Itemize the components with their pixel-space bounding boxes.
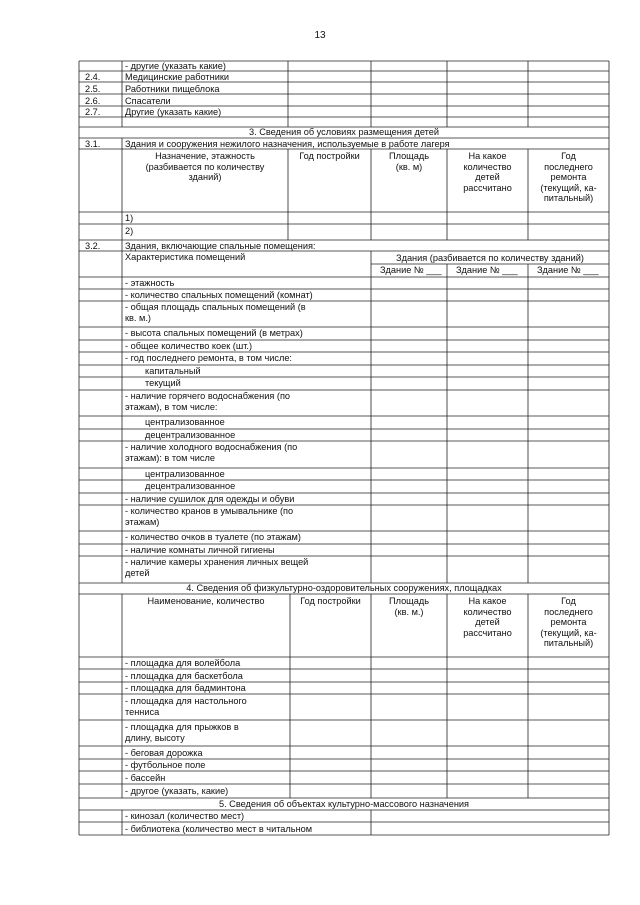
header-purpose: Назначение, этажность (разбивается по количеству зданий)	[145, 151, 265, 182]
item-label: - количество кранов в умывальнике (по этажам)	[125, 506, 294, 527]
item-label: - площадка для настольного тенниса	[125, 696, 247, 717]
item-label: - общая площадь спальных помещений (в кв. м.)	[125, 302, 306, 323]
item-label: - этажность	[125, 278, 175, 288]
item-label: - беговая дорожка	[125, 748, 203, 758]
header-year: Год постройки	[300, 596, 361, 606]
section-title: 4. Сведения об физкультурно-оздоровительных сооружениях, площадках	[186, 583, 502, 593]
header-area: Площадь (кв. м.)	[389, 596, 429, 617]
header-capacity: На какое количество детей рассчитано	[463, 596, 512, 638]
item-label: - количество спальных помещений (комнат)	[125, 290, 313, 300]
building-label: Здание № ___	[380, 265, 442, 275]
item-label: - площадка для баскетбола	[125, 671, 243, 681]
row-label: Медицинские работники	[125, 72, 229, 82]
item-label: - площадка для прыжков в длину, высоту	[125, 722, 239, 743]
item-number: 2)	[125, 226, 134, 236]
header-buildings: Здания (разбивается по количеству зданий)	[396, 253, 584, 263]
row-label: Здания, включающие спальные помещения:	[125, 241, 316, 251]
header-repair: Год последнего ремонта (текущий, ка- питальный)	[540, 596, 597, 648]
item-label: - высота спальных помещений (в метрах)	[125, 328, 303, 338]
item-label: централизованное	[145, 469, 225, 479]
row-number: 2.7.	[85, 107, 101, 117]
item-label: централизованное	[145, 417, 225, 427]
item-label: - наличие холодного водоснабжения (по этажам): в том числе	[125, 442, 298, 463]
item-label: децентрализованное	[145, 481, 236, 491]
page-number: 13	[314, 30, 326, 41]
row-number: 3.2.	[85, 241, 101, 251]
header-characteristics: Характеристика помещений	[125, 252, 246, 262]
row-number: 3.1.	[85, 139, 101, 149]
row-label: Здания и сооружения нежилого назначения, используемые в работе лагеря	[125, 139, 450, 149]
item-label: - кинозал (количество мест)	[125, 811, 245, 821]
header-name: Наименование, количество	[147, 596, 265, 606]
item-label: децентрализованное	[145, 430, 236, 440]
item-label: - наличие комнаты личной гигиены	[125, 545, 275, 555]
header-repair: Год последнего ремонта (текущий, ка- питальный)	[540, 151, 597, 203]
item-number: 1)	[125, 213, 134, 223]
item-label: - наличие сушилок для одежды и обуви	[125, 494, 295, 504]
row-other-specify: - другие (указать какие)	[125, 61, 226, 71]
header-area: Площадь (кв. м)	[389, 151, 429, 172]
row-label: Другие (указать какие)	[125, 107, 222, 117]
item-label: - наличие камеры хранения личных вещей детей	[125, 557, 309, 578]
row-label: Работники пищеблока	[125, 84, 220, 94]
row-number: 2.4.	[85, 72, 101, 82]
item-label: - другое (указать, какие)	[125, 786, 229, 796]
item-label: капитальный	[145, 366, 201, 376]
item-label: - наличие горячего водоснабжения (по этажам), в том числе:	[125, 391, 291, 412]
building-label: Здание № ___	[456, 265, 518, 275]
building-label: Здание № ___	[537, 265, 599, 275]
item-label: - количество очков в туалете (по этажам)	[125, 532, 301, 542]
item-label: - площадка для волейбола	[125, 658, 241, 668]
row-number: 2.6.	[85, 96, 101, 106]
section-title: 5. Сведения об объектах культурно-массового назначения	[218, 799, 470, 809]
section-title: 3. Сведения об условиях размещения детей	[248, 127, 440, 137]
item-label: - год последнего ремонта, в том числе:	[125, 353, 292, 363]
header-capacity: На какое количество детей рассчитано	[463, 151, 512, 193]
row-number: 2.5.	[85, 84, 101, 94]
item-label: текущий	[145, 378, 181, 388]
row-label: Спасатели	[125, 96, 171, 106]
item-label: - библиотека (количество мест в читальном	[125, 824, 313, 834]
header-year: Год постройки	[299, 151, 360, 161]
item-label: - общее количество коек (шт.)	[125, 341, 253, 351]
item-label: - футбольное поле	[125, 760, 206, 770]
item-label: - бассейн	[125, 773, 166, 783]
item-label: - площадка для бадминтона	[125, 683, 246, 693]
